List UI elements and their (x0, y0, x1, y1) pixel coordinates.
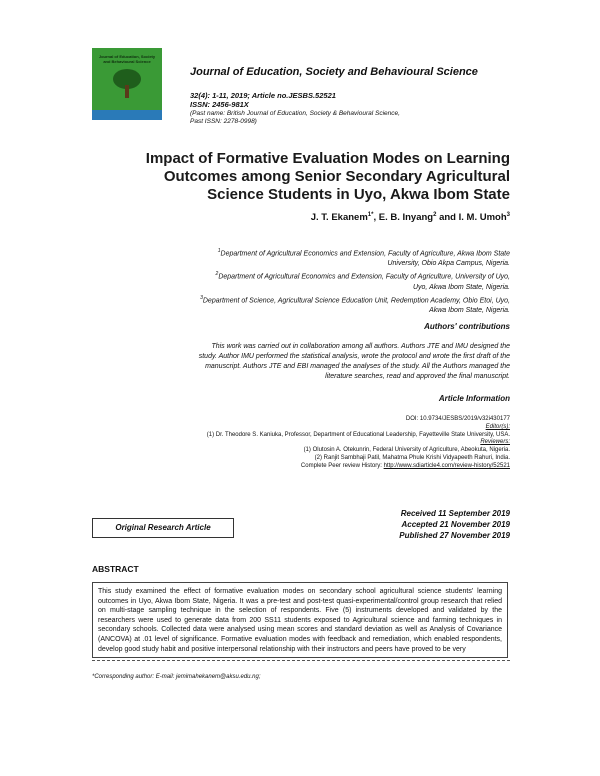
affiliation (90, 293, 510, 306)
contributions-line: literature searches, read and approved the final manuscript. (325, 373, 510, 380)
footnote-divider (92, 660, 510, 661)
article-info (60, 416, 510, 471)
cover-band (92, 110, 162, 120)
affiliations (90, 246, 510, 316)
affiliation-text: Department of Agricultural Economics and Extension, Faculty of Agriculture, Akwa Ibom State (220, 250, 510, 258)
editor-label: Editor(s): (485, 423, 510, 430)
affiliation (90, 246, 510, 259)
article-dates (300, 508, 510, 541)
author-affiliation-mark: 3 (506, 212, 510, 218)
tree-icon (110, 68, 144, 98)
reviewer-entry: (2) Ranjit Sambhaji Patil, Mahatma Phule Krishi Vidyapeeth Rahuri, India. (314, 454, 510, 461)
corresponding-author-footnote: *Corresponding author: E-mail: jemimahekanem@aksu.edu.ng; (92, 674, 261, 680)
contributions-text (90, 342, 510, 382)
contributions-heading: Authors' contributions (424, 322, 510, 331)
contributions-line: This work was carried out in collaboration among all authors. Authors JTE and IMU designed the (211, 343, 510, 350)
article-type-badge: Original Research Article (92, 518, 234, 538)
paper-title (96, 150, 510, 204)
journal-past-issn: Past ISSN: 2278-0998) (190, 118, 257, 125)
affiliation-text: Department of Science, Agricultural Science Education Unit, Redemption Academy, Obio Etoi, Uyo, (202, 296, 510, 304)
published-date: Published 27 November 2019 (399, 531, 510, 540)
affiliation-cont: Akwa Ibom State, Nigeria. (429, 306, 510, 314)
journal-volume: 32(4): 1-11, 2019; Article no.JESBS.52521 (190, 91, 336, 100)
affiliation-mark: 2 (215, 271, 219, 278)
author-affiliation-mark: 2 (433, 212, 437, 218)
journal-past-name: (Past name: British Journal of Education, Society & Behavioural Science, (190, 110, 400, 117)
journal-meta (190, 92, 400, 126)
title-line: Science Students in Uyo, Akwa Ibom State (207, 186, 510, 203)
author-affiliation-mark: 1* (367, 212, 374, 218)
cover-title: Journal of Education, Society and Behavioural Science (98, 54, 156, 64)
journal-issn: ISSN: 2456-981X (190, 100, 249, 109)
author-name: I. M. Umoh (458, 212, 507, 224)
author-separator: and (436, 212, 459, 224)
affiliation-cont: Uyo, Akwa Ibom State, Nigeria. (412, 283, 510, 291)
author-list (96, 212, 510, 223)
abstract-heading: ABSTRACT (92, 564, 139, 574)
affiliation (90, 269, 510, 282)
review-history-link[interactable]: http://www.sdiarticle4.com/review-history/52521 (383, 462, 510, 469)
affiliation-mark: 1 (217, 248, 221, 254)
reviewer-entry: (1) Olutosin A. Otekunrin, Federal University of Agriculture, Abeokuta, Nigeria. (303, 447, 510, 454)
title-line: Outcomes among Senior Secondary Agricultural (163, 168, 510, 185)
contributions-line: manuscript. Authors JTE and EBI managed the analyses of the study. All the Authors managed the (205, 363, 510, 370)
accepted-date: Accepted 21 November 2019 (401, 520, 510, 529)
contributions-line: study. Author IMU performed the statistical analysis, wrote the protocol and wrote the first draft of the (198, 353, 510, 360)
journal-name: Journal of Education, Society and Behavioural Science (190, 66, 478, 78)
doi[interactable]: DOI: 10.9734/JESBS/2019/v32i430177 (405, 416, 510, 422)
history-label: Complete Peer review History: (300, 462, 384, 469)
article-info-heading: Article Information (438, 394, 510, 403)
editor-entry: (1) Dr. Theodore S. Kaniuka, Professor, Department of Educational Leadership, Fayetteville State University, USA. (206, 431, 510, 438)
title-line: Impact of Formative Evaluation Modes on Learning (145, 150, 510, 167)
abstract-text: This study examined the effect of formative evaluation modes on secondary school agricultural science students' learning outcomes in Uyo, Akwa Ibom State, Nigeria. It was a pre-test and post-test quasi-experimental/control group research that relied on multi-stage sampling technique in the selection of respondents. Five (5) instruments developed and validated by the researchers were used to generate data from 200 SS11 students exposed to Agricultural science and farming techniques in secondary schools. Collected data were analysed using mean scores and standard deviation as well as Analysis of Covariance (ANCOVA) at .01 level of significance. Formative evaluation modes with feedback and remediation, which enabled respondents, develop good study habit and positive interpersonal relationship with their instructors and peers have proved to be very (92, 582, 508, 658)
journal-cover-image (92, 48, 162, 120)
author-name: E. B. Inyang (378, 212, 434, 224)
author-name: J. T. Ekanem (310, 212, 368, 224)
received-date: Received 11 September 2019 (400, 509, 510, 518)
affiliation-mark: 3 (200, 294, 203, 301)
author-separator: , (373, 212, 379, 224)
affiliation-cont: University, Obio Akpa Campus, Nigeria. (387, 260, 510, 268)
affiliation-text: Department of Agricultural Economics and Extension, Faculty of Agriculture, University of Uyo, (218, 273, 510, 281)
reviewers-label: Reviewers: (480, 439, 510, 446)
